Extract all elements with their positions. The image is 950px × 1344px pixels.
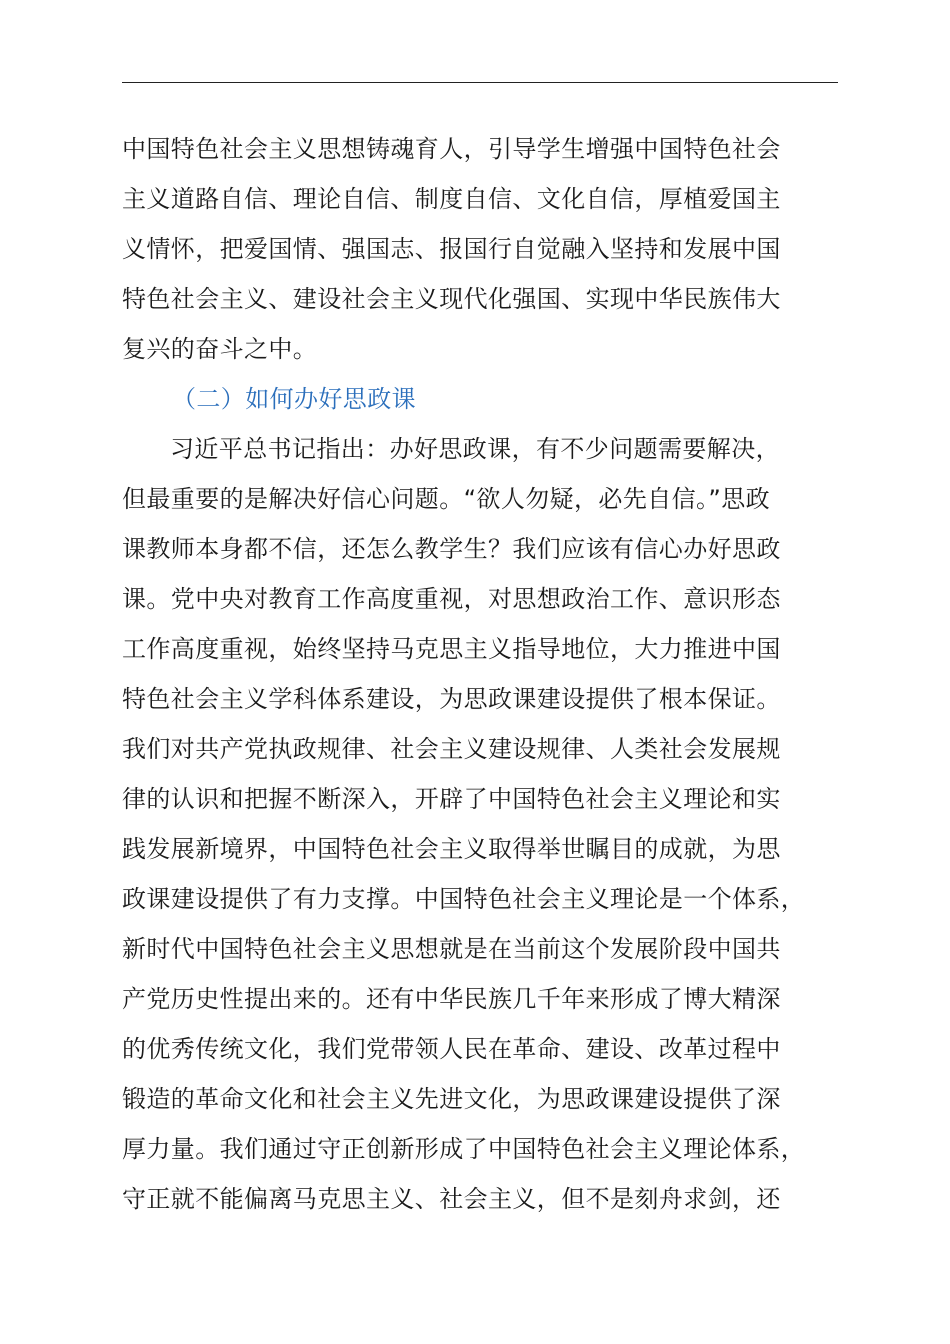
text-line: 的优秀传统文化，我们党带领人民在革命、建设、改革过程中 bbox=[122, 1035, 781, 1063]
text-line: 新时代中国特色社会主义思想就是在当前这个发展阶段中国共 bbox=[122, 935, 781, 963]
text-line: 义情怀，把爱国情、强国志、报国行自觉融入坚持和发展中国 bbox=[122, 235, 781, 263]
text-line: 厚力量。我们通过守正创新形成了中国特色社会主义理论体系， bbox=[122, 1135, 806, 1163]
text-line: 工作高度重视，始终坚持马克思主义指导地位，大力推进中国 bbox=[122, 635, 781, 663]
text-line: 践发展新境界，中国特色社会主义取得举世瞩目的成就，为思 bbox=[122, 835, 781, 863]
header-rule bbox=[122, 82, 838, 83]
text-line: 主义道路自信、理论自信、制度自信、文化自信，厚植爱国主 bbox=[122, 185, 781, 213]
text-line: 课教师本身都不信，还怎么教学生？我们应该有信心办好思政 bbox=[122, 535, 781, 563]
section-heading: （二）如何办好思政课 bbox=[172, 385, 416, 413]
text-line: 复兴的奋斗之中。 bbox=[122, 335, 318, 363]
text-line: 政课建设提供了有力支撑。中国特色社会主义理论是一个体系， bbox=[122, 885, 806, 913]
text-line: 课。党中央对教育工作高度重视，对思想政治工作、意识形态 bbox=[122, 585, 781, 613]
text-line: 产党历史性提出来的。还有中华民族几千年来形成了博大精深 bbox=[122, 985, 781, 1013]
text-line: 特色社会主义、建设社会主义现代化强国、实现中华民族伟大 bbox=[122, 285, 781, 313]
text-line: 但最重要的是解决好信心问题。“欲人勿疑，必先自信。”思政 bbox=[122, 485, 771, 513]
document-body bbox=[122, 124, 862, 1224]
text-line: 锻造的革命文化和社会主义先进文化，为思政课建设提供了深 bbox=[122, 1085, 781, 1113]
paragraph-first-line: 习近平总书记指出：办好思政课，有不少问题需要解决， bbox=[170, 435, 780, 463]
text-line: 律的认识和把握不断深入，开辟了中国特色社会主义理论和实 bbox=[122, 785, 781, 813]
text-line: 中国特色社会主义思想铸魂育人，引导学生增强中国特色社会 bbox=[122, 135, 781, 163]
text-line: 特色社会主义学科体系建设，为思政课建设提供了根本保证。 bbox=[122, 685, 781, 713]
text-line: 我们对共产党执政规律、社会主义建设规律、人类社会发展规 bbox=[122, 735, 781, 763]
text-line: 守正就不能偏离马克思主义、社会主义，但不是刻舟求剑，还 bbox=[122, 1185, 781, 1213]
